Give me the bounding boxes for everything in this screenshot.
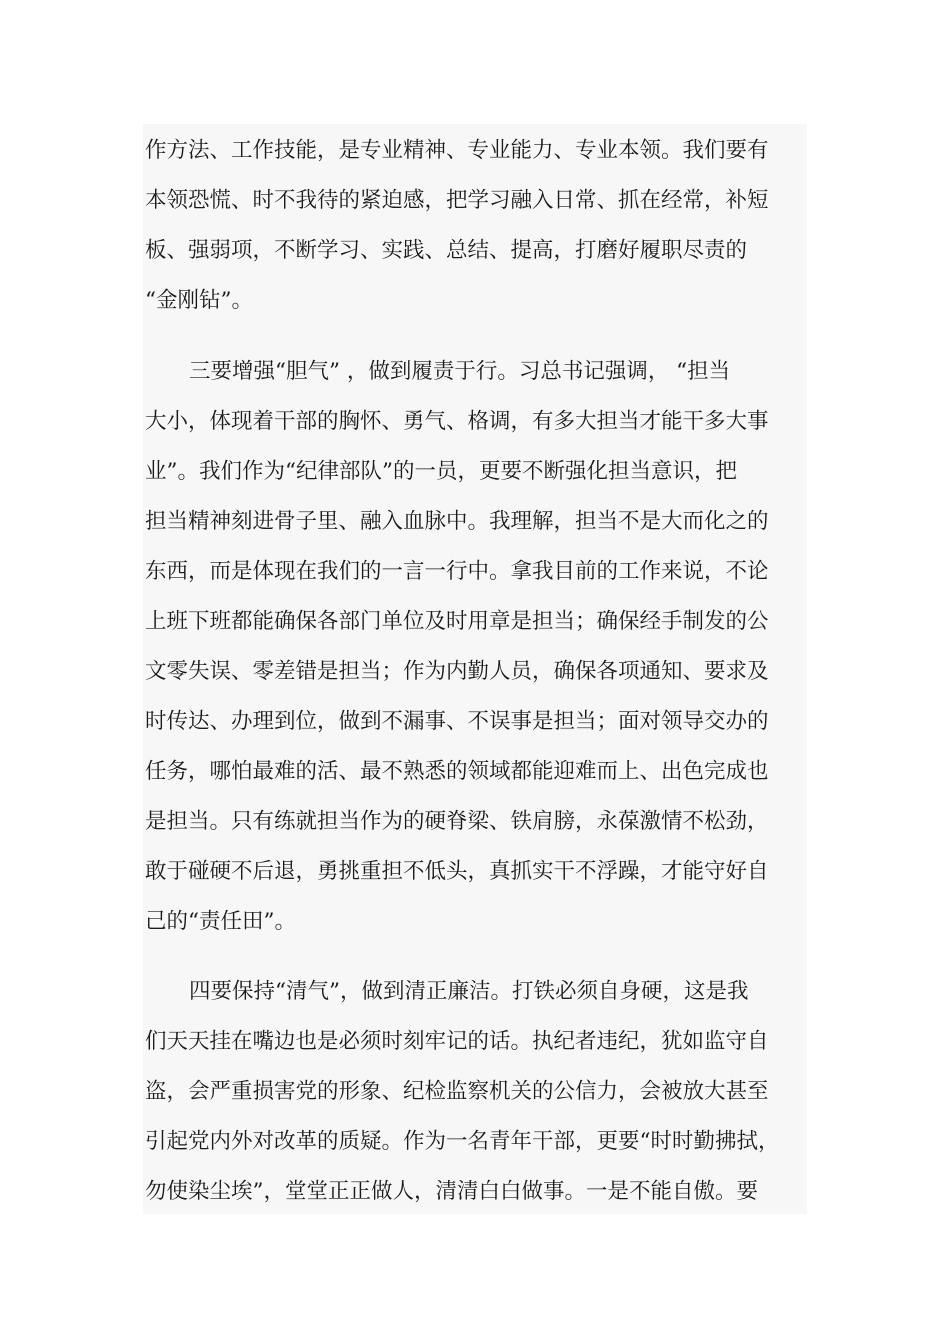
paragraph-line: 文零失误、零差错是担当；作为内勤人员，确保各项通知、要求及: [145, 659, 769, 684]
paragraph-line: 板、强弱项，不断学习、实践、总结、提高，打磨好履职尽责的: [145, 238, 748, 263]
paragraph-line: 引起党内外对改革的质疑。作为一名青年干部，更要“时时勤拂拭，: [145, 1129, 780, 1154]
paragraph-line: 业”。我们作为“纪律部队”的一员，更要不断强化担当意识，把: [145, 459, 737, 484]
paragraph-line: 大小，体现着干部的胸怀、勇气、格调，有多大担当才能干多大事: [145, 409, 769, 434]
paragraph-3: [145, 967, 825, 1217]
paragraph-line: “金刚钻”。: [145, 288, 253, 313]
paragraph-line: 己的“责任田”。: [145, 909, 296, 934]
paragraph-line: 勿使染尘埃”，堂堂正正做人，清清白白做事。一是不能自傲。要: [145, 1179, 758, 1204]
paragraph-line: 任务，哪怕最难的活、最不熟悉的领域都能迎难而上、出色完成也: [145, 759, 769, 784]
paragraph-line: 敢于碰硬不后退，勇挑重担不低头，真抓实干不浮躁，才能守好自: [145, 859, 769, 884]
paragraph-2: [145, 347, 825, 947]
paragraph-line: 时传达、办理到位，做到不漏事、不误事是担当；面对领导交办的: [145, 709, 769, 734]
paragraph-line: 东西，而是体现在我们的一言一行中。拿我目前的工作来说，不论: [145, 559, 769, 584]
paragraph-line: 上班下班都能确保各部门单位及时用章是担当；确保经手制发的公: [145, 609, 769, 634]
paragraph-line: 本领恐慌、时不我待的紧迫感，把学习融入日常、抓在经常，补短: [145, 188, 769, 213]
paragraph-line: 盗，会严重损害党的形象、纪检监察机关的公信力，会被放大甚至: [145, 1079, 769, 1104]
paragraph-line: 作方法、工作技能，是专业精神、专业能力、专业本领。我们要有: [145, 138, 769, 163]
paragraph-line: 三要增强“胆气” ，做到履责于行。习总书记强调， “担当: [189, 359, 731, 384]
paragraph-1: [145, 126, 825, 326]
paragraph-line: 们天天挂在嘴边也是必须时刻牢记的话。执纪者违纪，犹如监守自: [145, 1029, 769, 1054]
paragraph-line: 是担当。只有练就担当作为的硬脊梁、铁肩膀，永葆激情不松劲，: [145, 809, 769, 834]
paragraph-line: 担当精神刻进骨子里、融入血脉中。我理解，担当不是大而化之的: [145, 509, 769, 534]
paragraph-line: 四要保持“清气”，做到清正廉洁。打铁必须自身硬，这是我: [189, 979, 749, 1004]
